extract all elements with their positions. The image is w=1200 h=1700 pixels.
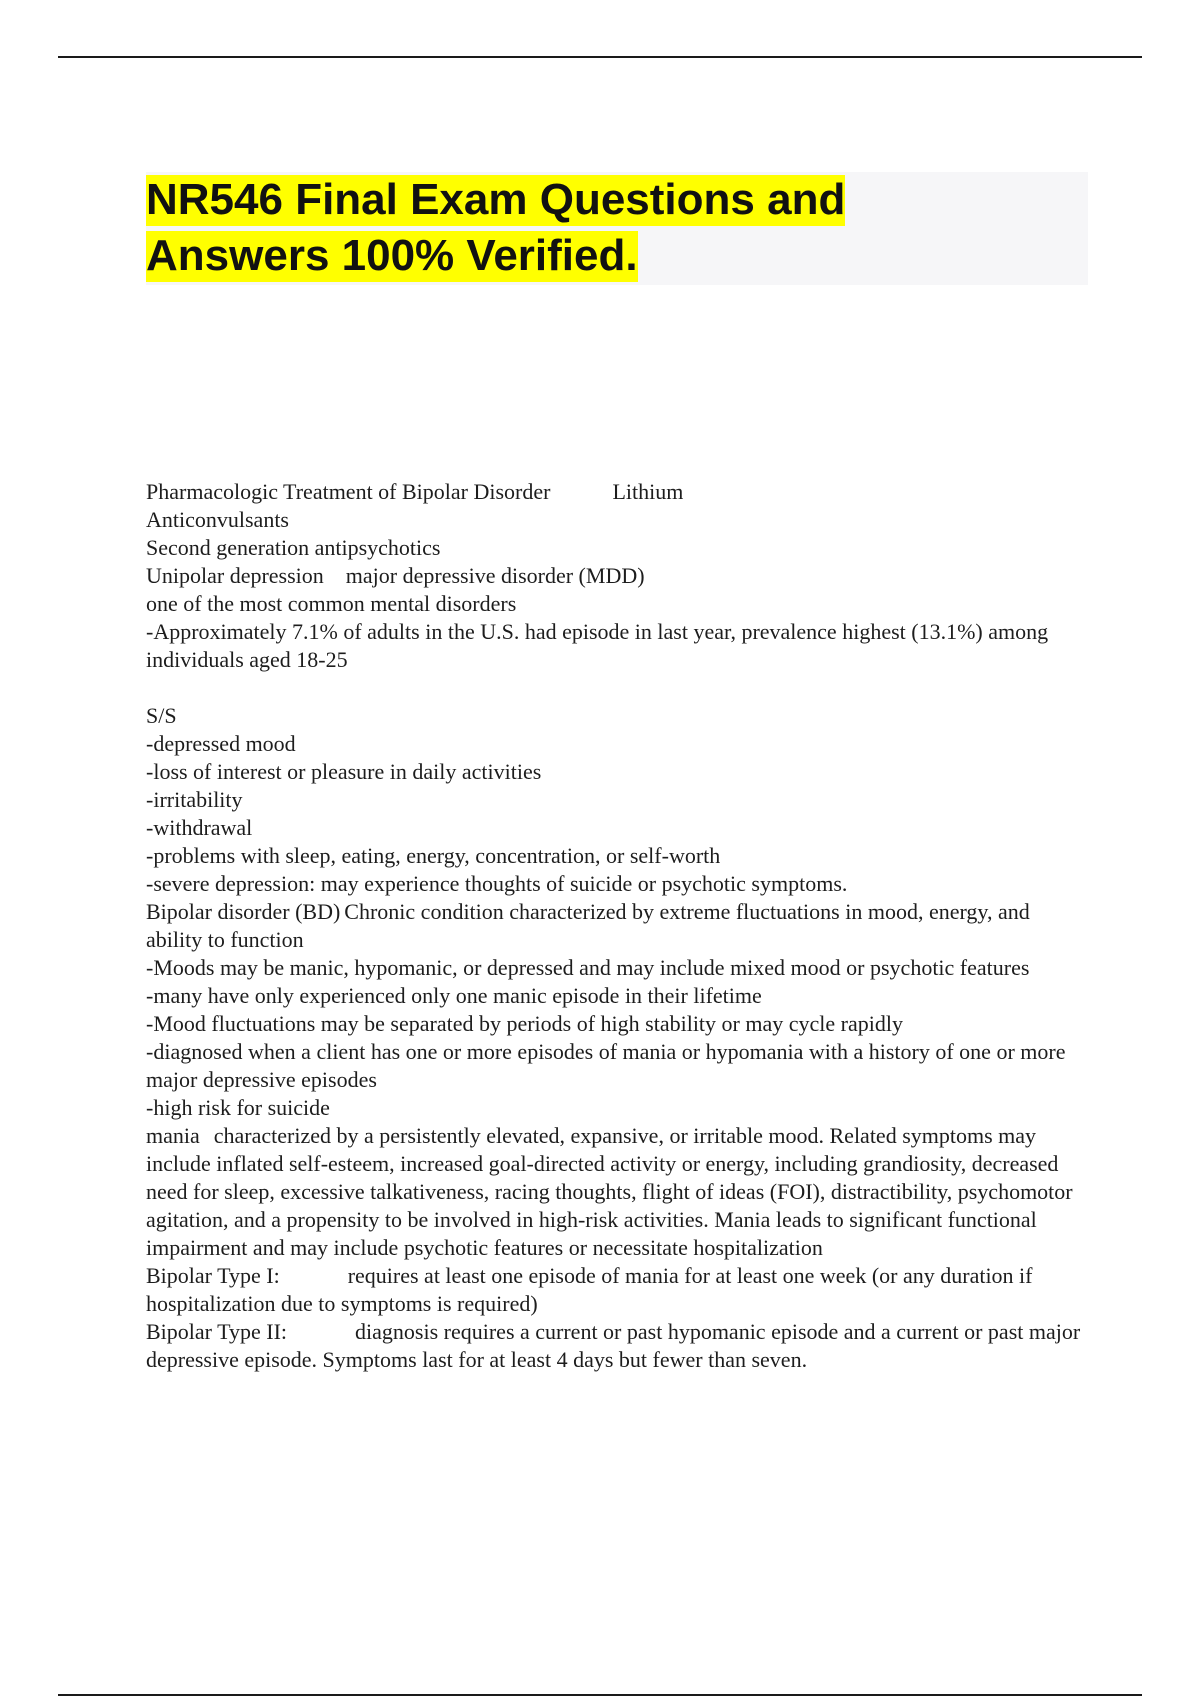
entry-type1 <box>146 1262 1086 1318</box>
entry-bipolar <box>146 898 1086 954</box>
entry-unipolar <box>146 562 1086 590</box>
def-pharm-3: Second generation antipsychotics <box>146 535 441 560</box>
title-highlight: NR546 Final Exam Questions and Answers 100% Verified. <box>146 175 846 280</box>
ss-item: -severe depression: may experience thoughts of suicide or psychotic symptoms. <box>146 871 848 896</box>
bd-item: -Mood fluctuations may be separated by periods of high stability or may cycle rapidly <box>146 1011 903 1036</box>
ss-item: -loss of interest or pleasure in daily activities <box>146 759 542 784</box>
ss-item: -withdrawal <box>146 815 253 840</box>
term-unipolar: Unipolar depression <box>146 563 324 588</box>
def-pharm-1: Lithium <box>612 479 684 504</box>
ss-item: -depressed mood <box>146 731 296 756</box>
def-unipolar-3: -Approximately 7.1% of adults in the U.S. had episode in last year, prevalence highest (13.1%) among individuals aged 18-25 <box>146 619 1049 672</box>
def-unipolar-1: major depressive disorder (MDD) <box>345 563 645 588</box>
bd-item: -diagnosed when a client has one or more episodes of mania or hypomania with a history of one or more major depressive episodes <box>146 1039 1066 1092</box>
bd-item: -Moods may be manic, hypomanic, or depressed and may include mixed mood or psychotic features <box>146 955 1030 980</box>
def-type2: diagnosis requires a current or past hypomanic episode and a current or past major depressive episode. Symptoms last for at least 4 days but fewer than seven. <box>146 1319 1081 1372</box>
def-unipolar-2: one of the most common mental disorders <box>146 591 517 616</box>
document-body <box>146 478 1086 1374</box>
term-type2: Bipolar Type II: <box>146 1319 288 1344</box>
term-type1: Bipolar Type I: <box>146 1263 280 1288</box>
document-title <box>146 172 926 284</box>
term-bipolar: Bipolar disorder (BD) <box>146 899 341 924</box>
term-mania: mania <box>146 1123 200 1148</box>
def-type1: requires at least one episode of mania for at least one week (or any duration if hospitalization due to symptoms is required) <box>146 1263 1033 1316</box>
bottom-rule <box>58 1694 1142 1696</box>
term-pharm: Pharmacologic Treatment of Bipolar Disorder <box>146 479 551 504</box>
ss-item: -irritability <box>146 787 243 812</box>
def-bipolar-1: Chronic condition characterized by extreme fluctuations in mood, energy, and ability to function <box>146 899 1030 952</box>
entry-mania <box>146 1122 1086 1262</box>
def-pharm-2: Anticonvulsants <box>146 507 289 532</box>
def-mania: characterized by a persistently elevated, expansive, or irritable mood. Related symptoms may include inflated self-esteem, increased goal-directed activity or energy, including grandiosity, decreased need for sleep, excessive talkativeness, racing thoughts, flight of ideas (FOI), distractibility, psychomotor agitation, and a propensity to be involved in high-risk activities. Mania leads to significant functional impairment and may include psychotic features or necessitate hospitalization <box>146 1123 1073 1260</box>
bd-item: -high risk for suicide <box>146 1095 330 1120</box>
entry-type2 <box>146 1318 1086 1374</box>
bd-item: -many have only experienced only one manic episode in their lifetime <box>146 983 762 1008</box>
ss-heading: S/S <box>146 703 177 728</box>
ss-item: -problems with sleep, eating, energy, concentration, or self-worth <box>146 843 721 868</box>
top-rule <box>58 56 1142 58</box>
entry-pharm <box>146 478 1086 506</box>
